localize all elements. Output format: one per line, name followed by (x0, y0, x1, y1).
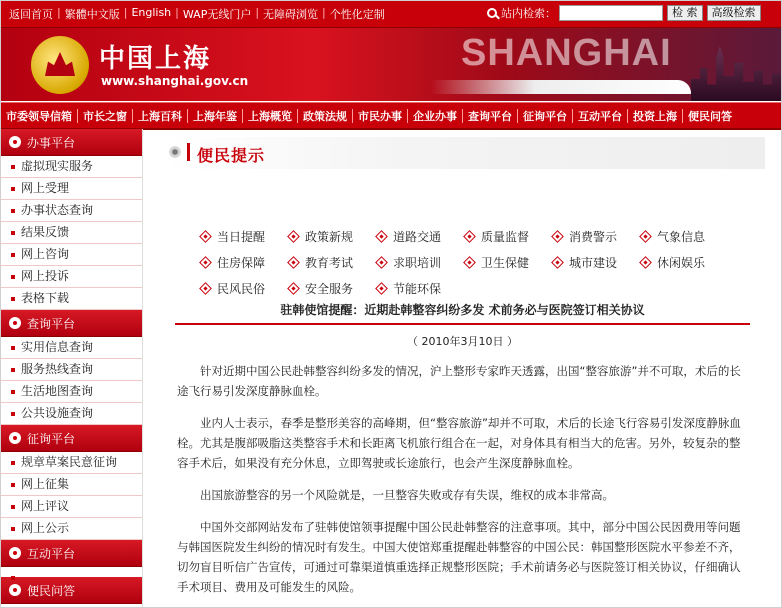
top-utility-bar (1, 1, 781, 28)
banner-watermark: SHANGHAI (461, 32, 672, 74)
category-label: 卫生保健 (481, 255, 530, 270)
sidebar-item[interactable]: 虚拟现实服务 (1, 156, 142, 178)
bullet-icon (9, 317, 21, 329)
bullet-icon (9, 432, 21, 444)
diamond-icon (639, 230, 652, 243)
advanced-search-button[interactable]: 高级检索 (707, 5, 761, 21)
category-link[interactable] (377, 249, 465, 275)
sidebar-item[interactable]: 生活地图查询 (1, 381, 142, 403)
sidebar-item[interactable]: 实用信息查询 (1, 337, 142, 359)
category-link[interactable] (201, 223, 289, 249)
top-link-separator: | (255, 6, 260, 19)
nav-item[interactable]: 便民问答 (688, 109, 732, 123)
sidebar-section-services[interactable] (1, 129, 142, 156)
diamond-icon (287, 230, 300, 243)
shanghai-emblem-icon (31, 36, 89, 94)
top-link-separator: | (175, 6, 179, 19)
sidebar-section-interaction[interactable] (1, 540, 142, 567)
nav-item[interactable]: 互动平台 (578, 109, 622, 123)
diamond-icon (199, 230, 212, 243)
sidebar-item[interactable]: 表格下载 (1, 288, 142, 310)
diamond-icon (551, 256, 564, 269)
diamond-icon (639, 256, 652, 269)
sidebar-section-title: 便民问答 (27, 583, 76, 598)
bullet-icon (9, 547, 21, 559)
top-link-separator: | (322, 6, 326, 19)
site-search (487, 5, 761, 21)
category-label: 安全服务 (305, 281, 354, 296)
search-input[interactable] (559, 5, 663, 21)
sidebar-section-consult[interactable] (1, 425, 142, 452)
sidebar-item[interactable]: 结果反馈 (1, 222, 142, 244)
category-label: 城市建设 (569, 255, 618, 270)
category-label: 消费警示 (569, 229, 618, 244)
nav-item[interactable]: 投资上海 (633, 109, 677, 123)
diamond-icon (199, 282, 212, 295)
main-content (143, 129, 781, 607)
sidebar-spacer (1, 567, 142, 577)
site-url: www.shanghai.gov.cn (101, 74, 249, 88)
skyline-graphic (691, 46, 781, 101)
category-label: 求职培训 (393, 255, 442, 270)
category-link[interactable] (377, 223, 465, 249)
diamond-icon (375, 256, 388, 269)
category-link[interactable] (465, 249, 553, 275)
sidebar-section-title: 办事平台 (27, 135, 76, 150)
diamond-icon (375, 282, 388, 295)
sidebar-item[interactable]: 网上征集 (1, 474, 142, 496)
category-link[interactable] (553, 249, 641, 275)
category-link[interactable] (465, 223, 553, 249)
category-label: 气象信息 (657, 229, 706, 244)
article-paragraph: 中国外交部网站发布了驻韩使馆领事提醒中国公民赴韩整容的注意事项。其中，部分中国公民因费用等问题与韩国医院发生纠纷的情况时有发生。中国大使馆郑重提醒赴韩整容的中国公民：韩国整形医院水平参差不齐，切勿盲目听信广告宣传，可通过可靠渠道慎重选择正规整形医院；手术前请务必与医院签订相关协议，仔细确认手术项目、费用及可能发生的风险。 (177, 520, 741, 594)
sidebar-item[interactable]: 网上咨询 (1, 244, 142, 266)
nav-item[interactable]: 市委领导信箱 (6, 109, 72, 123)
category-label: 节能环保 (393, 281, 442, 296)
article-title: 驻韩使馆提醒：近期赴韩整容纠纷多发 术前务必与医院签订相关协议 (175, 297, 750, 325)
site-brand[interactable]: 中国上海 (99, 44, 212, 74)
article-paragraph: 出国旅游整容的另一个风险就是，一旦整容失败或存有失误，维权的成本非常高。 (200, 488, 614, 502)
article (175, 297, 750, 597)
sidebar (1, 129, 143, 607)
sidebar-section-title: 互动平台 (27, 546, 76, 561)
category-label: 住房保障 (217, 255, 266, 270)
sidebar-section-title: 征询平台 (27, 431, 76, 446)
nav-item[interactable]: 政策法规 (303, 109, 347, 123)
category-link[interactable] (289, 249, 377, 275)
bullet-icon (9, 136, 21, 148)
category-link[interactable] (201, 249, 289, 275)
maglev-train-graphic (431, 80, 691, 94)
sidebar-item[interactable]: 网上投诉 (1, 266, 142, 288)
diamond-icon (287, 282, 300, 295)
category-label: 教育考试 (305, 255, 354, 270)
sidebar-item[interactable]: 规章草案民意征询 (1, 452, 142, 474)
top-link-separator: | (57, 6, 61, 19)
diamond-icon (463, 230, 476, 243)
search-label: 站内检索： (501, 7, 556, 20)
article-paragraph: 业内人士表示，春季是整形美容的高峰期，但“整容旅游”却并不可取，术后的长途飞行容易引发深度静脉血栓。尤其是腹部吸脂这类整容手术和长距离飞机旅行组合在一起，对身体具有相当大的危害。另外，较复杂的整容手术后，如果没有充分休息，立即驾驶或长途旅行，也会产生深度静脉血栓。 (177, 416, 741, 470)
category-label: 道路交通 (393, 229, 442, 244)
nav-item[interactable]: 上海概览 (248, 109, 292, 123)
page-title: 便民提示 (197, 146, 266, 165)
category-label: 当日提醒 (217, 229, 266, 244)
nav-item[interactable]: 上海百科 (138, 109, 182, 123)
nav-item[interactable]: 市民办事 (358, 109, 402, 123)
diamond-icon (199, 256, 212, 269)
category-label: 质量监督 (481, 229, 530, 244)
category-label: 民风民俗 (217, 281, 266, 296)
category-link[interactable] (641, 249, 729, 275)
nav-item[interactable]: 上海年鉴 (193, 109, 237, 123)
sidebar-item[interactable]: 办事状态查询 (1, 200, 142, 222)
article-date: （ 2010年3月10日 ） (407, 335, 518, 348)
category-label: 休闲娱乐 (657, 255, 706, 270)
diamond-icon (463, 256, 476, 269)
nav-item[interactable]: 企业办事 (413, 109, 457, 123)
header-bullet-icon (169, 146, 181, 158)
search-button[interactable]: 检 索 (667, 5, 703, 21)
search-icon (487, 8, 497, 18)
category-link[interactable] (289, 223, 377, 249)
link-wap-portal[interactable]: WAP无线门户 (182, 8, 252, 21)
sidebar-item[interactable]: 服务热线查询 (1, 359, 142, 381)
main-nav (1, 102, 781, 130)
bullet-icon (9, 584, 21, 596)
link-traditional-chinese[interactable]: 繁體中文版 (64, 8, 120, 21)
article-paragraph: 针对近期中国公民赴韩整容纠纷多发的情况，沪上整形专家昨天透露，出国“整容旅游”并不可取，术后的长途飞行易引发深度静脉血栓。 (177, 364, 741, 398)
sidebar-item[interactable]: 公共设施查询 (1, 403, 142, 425)
sidebar-item[interactable]: 网上受理 (1, 178, 142, 200)
sidebar-section-title: 查询平台 (27, 316, 76, 331)
diamond-icon (287, 256, 300, 269)
nav-item[interactable]: 市长之窗 (83, 109, 127, 123)
sidebar-section-qa[interactable] (1, 577, 142, 604)
category-link[interactable] (641, 223, 729, 249)
site-banner (1, 28, 781, 101)
sidebar-item[interactable]: 网上公示 (1, 518, 142, 540)
category-label: 政策新规 (305, 229, 354, 244)
link-english[interactable]: English (131, 6, 172, 19)
category-link[interactable] (553, 223, 641, 249)
page-header (165, 137, 765, 169)
header-accent-bar (187, 143, 190, 161)
nav-item[interactable]: 查询平台 (468, 109, 512, 123)
top-link-separator: | (123, 6, 128, 19)
sidebar-item[interactable]: 网上评议 (1, 496, 142, 518)
nav-item[interactable]: 征询平台 (523, 109, 567, 123)
sidebar-section-query[interactable] (1, 310, 142, 337)
link-accessibility[interactable]: 无障碍浏览 (263, 8, 319, 21)
category-grid (201, 223, 721, 296)
link-home[interactable]: 返回首页 (9, 8, 53, 21)
diamond-icon (375, 230, 388, 243)
link-personalize[interactable]: 个性化定制 (329, 8, 385, 21)
top-links (5, 6, 389, 22)
diamond-icon (551, 230, 564, 243)
